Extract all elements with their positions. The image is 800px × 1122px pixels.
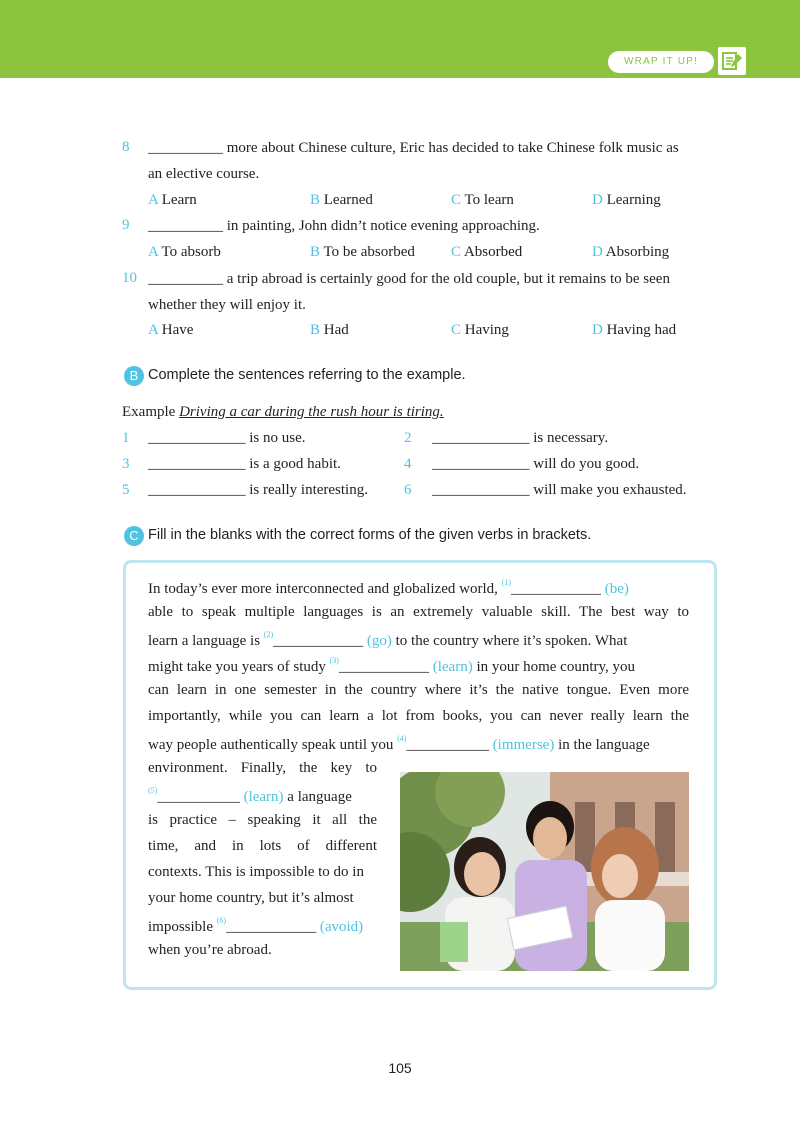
item-number: 1 [122, 430, 130, 446]
item-number: 3 [122, 456, 130, 472]
section-c-title: Fill in the blanks with the correct forms of the given verbs in brackets. [148, 527, 592, 543]
item-number: 2 [404, 430, 412, 446]
question-text: __________ a trip abroad is certainly good for the old couple, but it remains to be seen [148, 271, 670, 287]
option-letter: A [148, 322, 159, 338]
question-text: an elective course. [148, 166, 260, 182]
blank-marker: (2) [263, 630, 274, 639]
option-b[interactable] [310, 244, 415, 261]
item-number: 6 [404, 482, 412, 498]
blank-2[interactable]: ____________ [273, 633, 364, 649]
blank-6[interactable]: ____________ [226, 919, 317, 935]
item-text[interactable]: _____________ is really interesting. [148, 482, 368, 498]
option-text: To be absorbed [323, 244, 415, 260]
blank-marker: (5) [148, 786, 158, 795]
item-number: 5 [122, 482, 130, 498]
option-letter: C [451, 322, 462, 338]
blank-5[interactable]: ___________ [157, 789, 240, 805]
option-text: Learned [323, 192, 373, 208]
option-d[interactable] [592, 322, 676, 339]
verb-hint: (be) [604, 581, 629, 597]
question-number: 9 [122, 217, 130, 233]
option-text: Absorbed [463, 244, 523, 260]
option-text: To learn [464, 192, 514, 208]
option-letter: B [310, 244, 321, 260]
section-b-badge: B [124, 366, 144, 386]
example-label: Example [122, 404, 176, 420]
option-c[interactable] [451, 322, 509, 339]
option-letter: A [148, 244, 159, 260]
option-letter: D [592, 322, 603, 338]
option-letter: B [310, 322, 321, 338]
section-b-title: Complete the sentences referring to the example. [148, 367, 466, 383]
passage-line: way people authentically speak until you $^{(4)}$___________ (immerse) in the language [148, 734, 650, 753]
blank-marker: (1) [501, 578, 511, 587]
option-text: Learning [606, 192, 661, 208]
section-c-badge: C [124, 526, 144, 546]
option-text: Having had [606, 322, 677, 338]
passage-line: able to speak multiple languages is an extremely valuable skill. The best way to [148, 604, 689, 620]
option-a[interactable] [148, 322, 193, 339]
passage-line: contexts. This is impossible to do in [148, 864, 364, 880]
example-line [122, 404, 444, 421]
item-text[interactable]: _____________ will make you exhausted. [432, 482, 687, 498]
question-text: __________ more about Chinese culture, Eric has decided to take Chinese folk music as [148, 140, 679, 156]
option-letter: C [451, 244, 462, 260]
passage-line: $^{(5)}$___________ (learn) a language [148, 786, 352, 805]
passage-line: learn a language is $^{(2)}$____________ (go) to the country where it’s spoken. What [148, 630, 628, 649]
option-b[interactable] [310, 322, 349, 339]
note-pencil-icon [718, 47, 746, 75]
option-letter: D [592, 192, 603, 208]
option-d[interactable] [592, 244, 669, 261]
passage-line: your home country, but it’s almost [148, 890, 354, 906]
option-c[interactable] [451, 192, 514, 209]
option-c[interactable] [451, 244, 522, 261]
blank-marker: (4) [397, 734, 407, 743]
passage-line: In today’s ever more interconnected and globalized world, $^{(1)}$____________ (be) [148, 578, 629, 597]
option-text: Learn [161, 192, 197, 208]
option-a[interactable] [148, 192, 197, 209]
passage-line: when you’re abroad. [148, 942, 272, 958]
verb-hint: (go) [366, 633, 392, 649]
blank-3[interactable]: ____________ [338, 659, 429, 675]
students-photo [400, 772, 689, 971]
verb-hint: (immerse) [492, 737, 555, 753]
blank-marker: (3) [329, 656, 339, 665]
option-letter: A [148, 192, 159, 208]
item-text[interactable]: _____________ is no use. [148, 430, 306, 446]
verb-hint: (learn) [432, 659, 473, 675]
question-text: whether they will enjoy it. [148, 297, 306, 313]
passage-line: environment. Finally, the key to [148, 760, 377, 776]
verb-hint: (learn) [243, 789, 284, 805]
passage-line: time, and in lots of different [148, 838, 377, 854]
blank-4[interactable]: ___________ [406, 737, 489, 753]
passage-line: importantly, while you can learn a lot from books, you can never really learn the [148, 708, 689, 724]
option-d[interactable] [592, 192, 661, 209]
option-letter: C [451, 192, 462, 208]
example-sentence: Driving a car during the rush hour is tiring. [179, 404, 444, 420]
option-text: Having [464, 322, 509, 338]
passage-line: impossible $^{(6)}$____________ (avoid) [148, 916, 364, 935]
option-text: Have [161, 322, 194, 338]
question-number: 8 [122, 139, 130, 155]
item-text[interactable]: _____________ will do you good. [432, 456, 640, 472]
question-text: __________ in painting, John didn’t notice evening approaching. [148, 218, 540, 234]
option-letter: D [592, 244, 603, 260]
option-b[interactable] [310, 192, 373, 209]
question-number: 10 [122, 270, 137, 286]
passage-line: can learn in one semester in the country where it’s the native tongue. Even more [148, 682, 689, 698]
blank-marker: (6) [216, 916, 227, 925]
verb-hint: (avoid) [319, 919, 364, 935]
blank-1[interactable]: ____________ [510, 581, 601, 597]
option-text: Had [323, 322, 349, 338]
wrap-it-up-badge: WRAP IT UP! [608, 51, 714, 73]
passage-line: might take you years of study $^{(3)}$____________ (learn) in your home country, you [148, 656, 636, 675]
item-number: 4 [404, 456, 412, 472]
item-text[interactable]: _____________ is a good habit. [148, 456, 341, 472]
option-letter: B [310, 192, 321, 208]
option-a[interactable] [148, 244, 221, 261]
passage-line: is practice – speaking it all the [148, 812, 377, 828]
item-text[interactable]: _____________ is necessary. [432, 430, 609, 446]
page-number: 105 [388, 1060, 412, 1076]
option-text: Absorbing [605, 244, 670, 260]
option-text: To absorb [161, 244, 221, 260]
